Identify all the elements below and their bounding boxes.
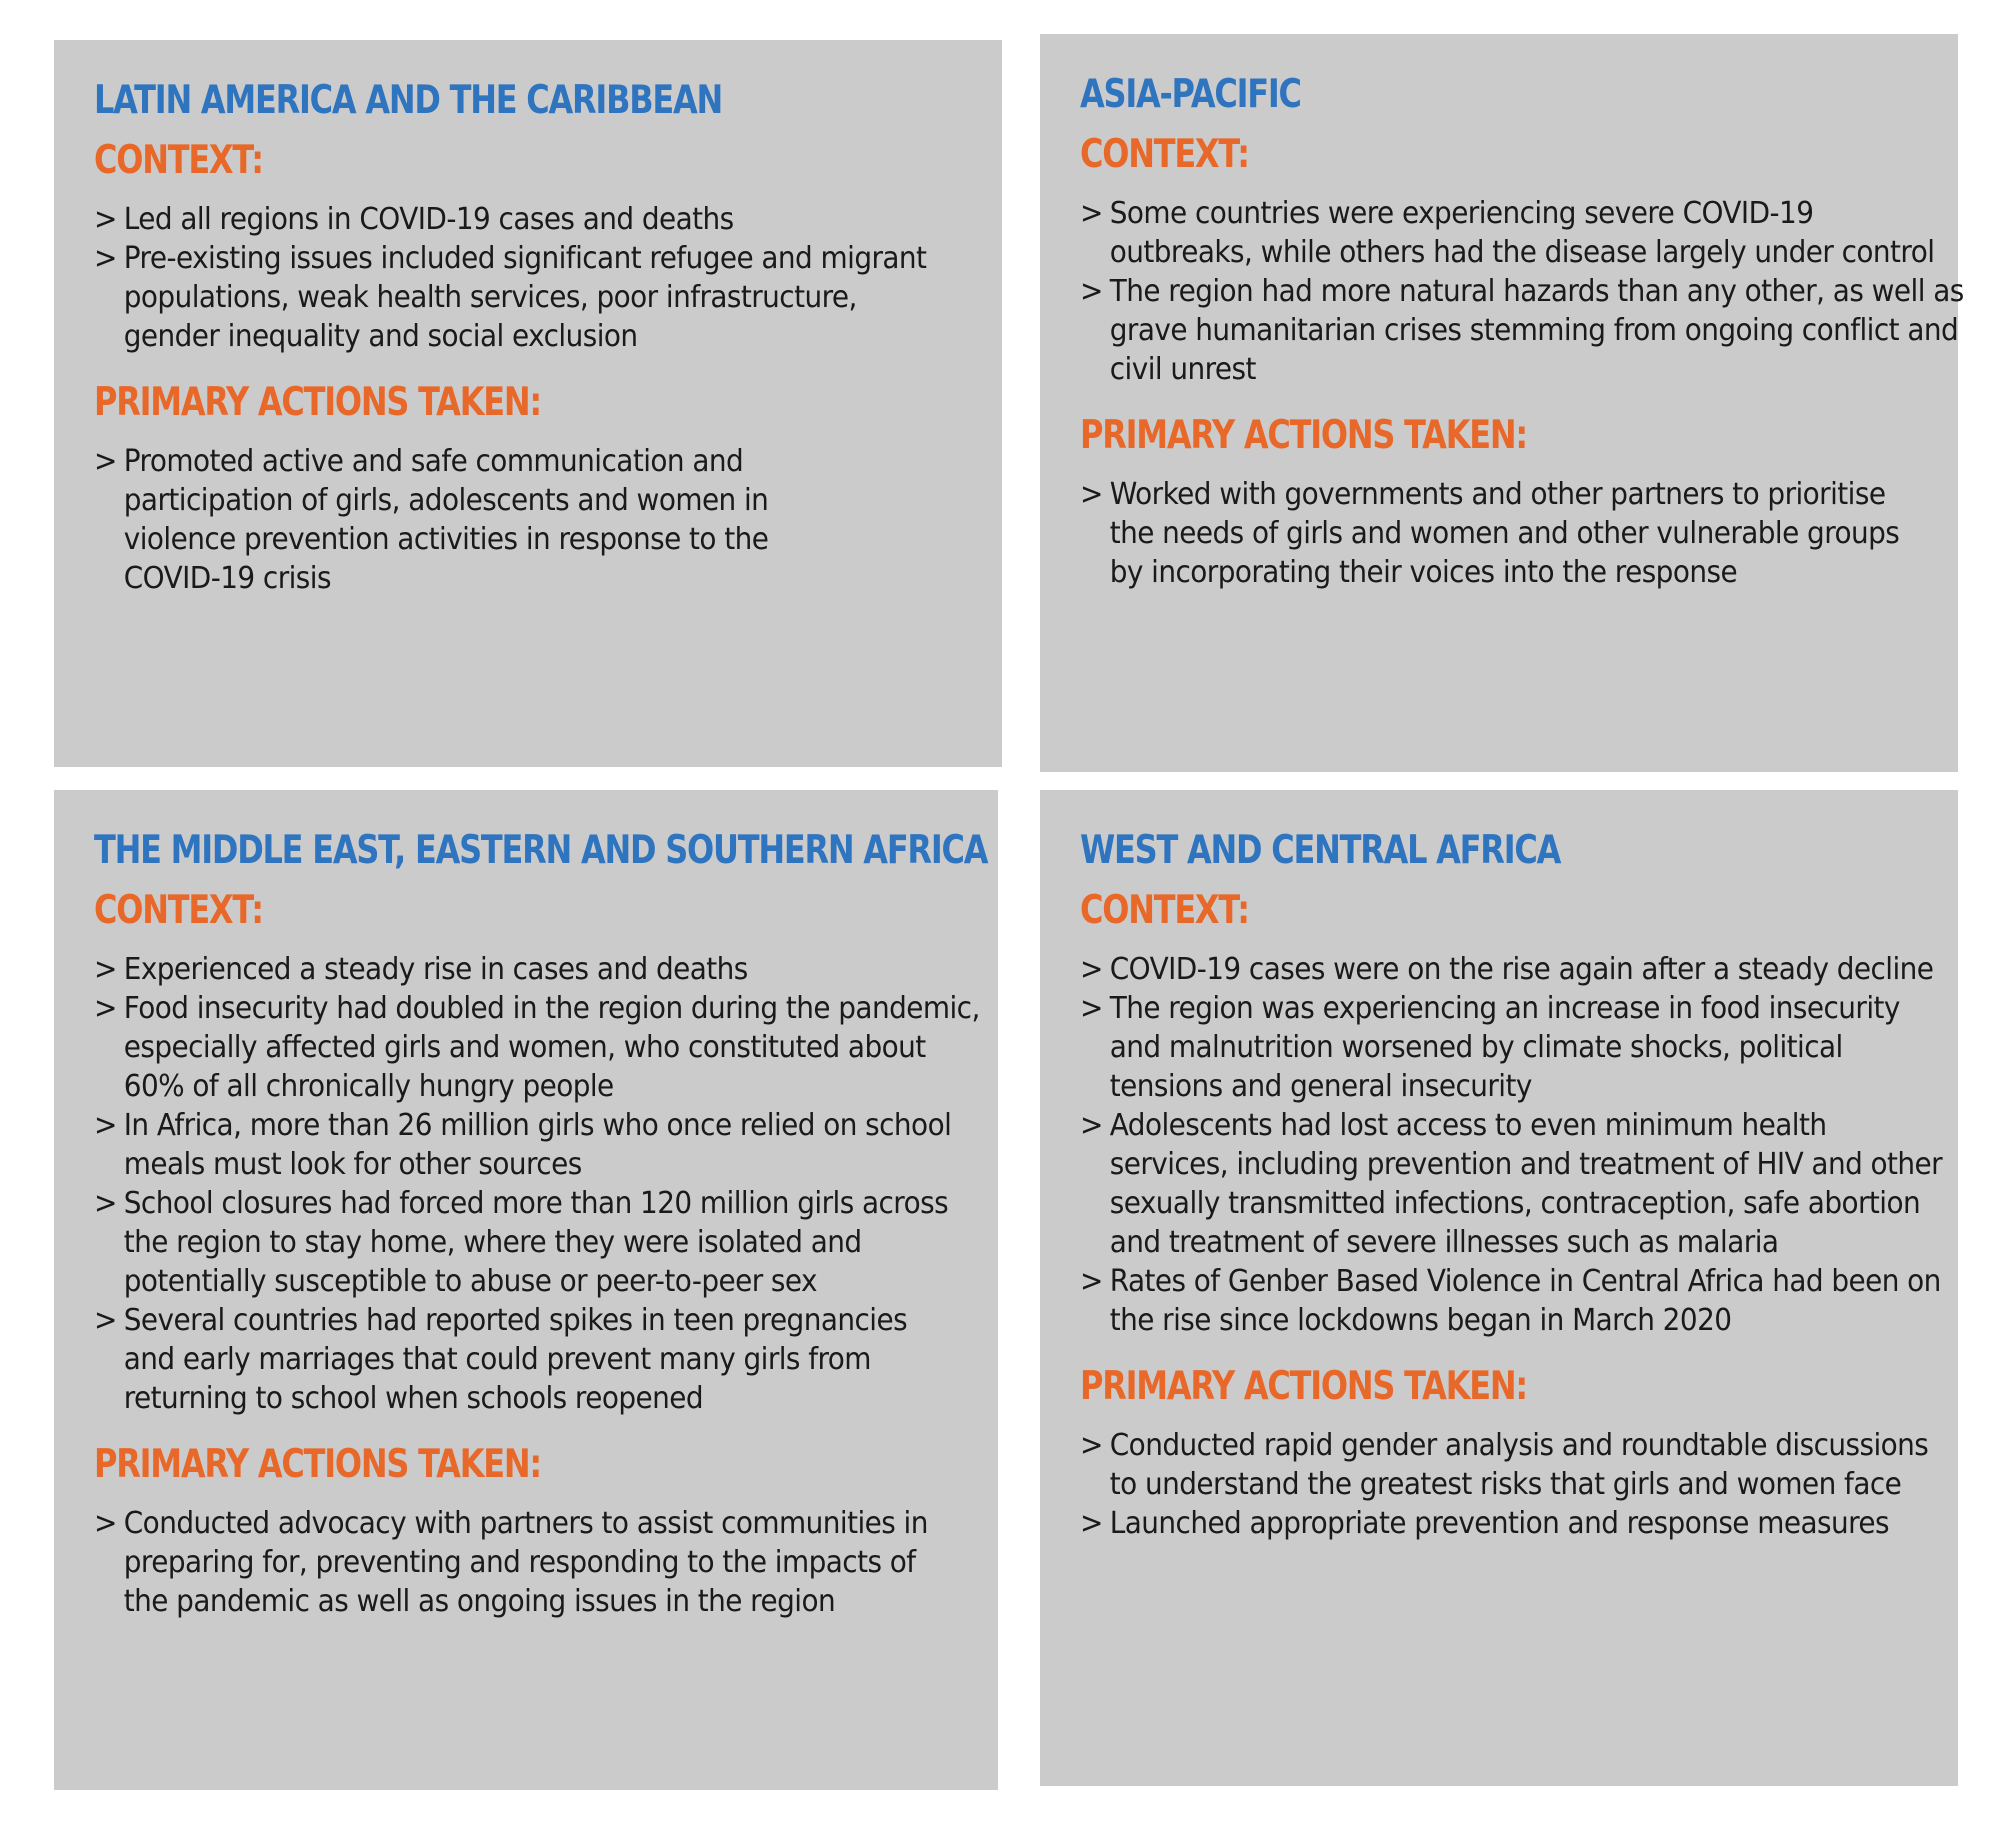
context-list bbox=[1080, 194, 1964, 389]
region-panel-latin-america bbox=[54, 40, 1002, 767]
list-item: > Some countries were experiencing severe COVID-19 outbreaks, while others had the disease largely under control bbox=[1080, 194, 1947, 272]
region-title: THE MIDDLE EAST, EASTERN AND SOUTHERN AFRICA bbox=[94, 828, 988, 873]
context-heading: CONTEXT: bbox=[1080, 132, 1249, 177]
region-title: ASIA-PACIFIC bbox=[1080, 72, 1301, 117]
context-heading: CONTEXT: bbox=[94, 888, 263, 933]
actions-list bbox=[1080, 1426, 1958, 1543]
list-item: > Adolescents had lost access to even minimum health services, including prevention and treatment of HIV and other sexually transmitted infections, contraception, safe abortion and treatment of severe illnesses such as malaria bbox=[1080, 1106, 1947, 1262]
context-heading: CONTEXT: bbox=[1080, 888, 1249, 933]
list-item: > COVID-19 cases were on the rise again after a steady decline bbox=[1080, 950, 1947, 989]
actions-heading: PRIMARY ACTIONS TAKEN: bbox=[94, 380, 541, 425]
list-item: > Conducted rapid gender analysis and roundtable discussions to understand the greatest risks that girls and women face bbox=[1080, 1426, 1951, 1504]
list-item: > Promoted active and safe communication and participation of girls, adolescents and women in violence prevention activities in response to the COVID-19 crisis bbox=[94, 442, 831, 598]
context-list bbox=[94, 200, 1002, 356]
list-item: > Launched appropriate prevention and response measures bbox=[1080, 1504, 1891, 1543]
context-list bbox=[1080, 950, 1958, 1340]
list-item: > School closures had forced more than 120 million girls across the region to stay home, where they were isolated and potentially susceptible to abuse or peer-to-peer sex bbox=[94, 1184, 961, 1301]
list-item: > Several countries had reported spikes in teen pregnancies and early marriages that could prevent many girls from returning to school when schools reopened bbox=[94, 1301, 924, 1418]
list-item: > Worked with governments and other partners to prioritise the needs of girls and women and other vulnerable groups by incorporating their voices into the response bbox=[1080, 475, 1928, 592]
context-list bbox=[94, 950, 998, 1418]
list-item: > In Africa, more than 26 million girls who once relied on school meals must look for other sources bbox=[94, 1106, 993, 1184]
region-panel-asia-pacific bbox=[1040, 34, 1964, 772]
actions-list bbox=[94, 442, 1002, 598]
region-panel-west-central-africa bbox=[1040, 790, 1958, 1786]
list-item: > Food insecurity had doubled in the region during the pandemic, especially affected girls and women, who constituted about 60% of all chronically hungry people bbox=[94, 989, 993, 1106]
list-item: > The region was experiencing an increase in food insecurity and malnutrition worsened by climate shocks, political tensions and general insecurity bbox=[1080, 989, 1910, 1106]
actions-heading: PRIMARY ACTIONS TAKEN: bbox=[1080, 413, 1527, 458]
region-title: WEST AND CENTRAL AFRICA bbox=[1080, 828, 1561, 873]
region-panel-middle-east-eastern-southern-africa bbox=[54, 790, 998, 1790]
actions-list bbox=[94, 1504, 998, 1621]
actions-heading: PRIMARY ACTIONS TAKEN: bbox=[1080, 1364, 1527, 1409]
list-item: > Rates of Genber Based Violence in Central Africa had been on the rise since lockdowns began in March 2020 bbox=[1080, 1262, 1970, 1340]
region-title: LATIN AMERICA AND THE CARIBBEAN bbox=[94, 78, 723, 123]
list-item: > Pre-existing issues included significant refugee and migrant populations, weak health services, poor infrastructure, gender inequality and social exclusion bbox=[94, 239, 942, 356]
list-item: > Conducted advocacy with partners to assist communities in preparing for, preventing and responding to the impacts of the pandemic as well as ongoing issues in the region bbox=[94, 1504, 961, 1621]
context-heading: CONTEXT: bbox=[94, 138, 263, 183]
actions-list bbox=[1080, 475, 1958, 592]
list-item: > The region had more natural hazards than any other, as well as grave humanitarian crises stemming from ongoing conflict and civil unrest bbox=[1080, 272, 1975, 389]
list-item: > Experienced a steady rise in cases and deaths bbox=[94, 950, 989, 989]
list-item: > Led all regions in COVID-19 cases and deaths bbox=[94, 200, 989, 239]
actions-heading: PRIMARY ACTIONS TAKEN: bbox=[94, 1442, 541, 1487]
